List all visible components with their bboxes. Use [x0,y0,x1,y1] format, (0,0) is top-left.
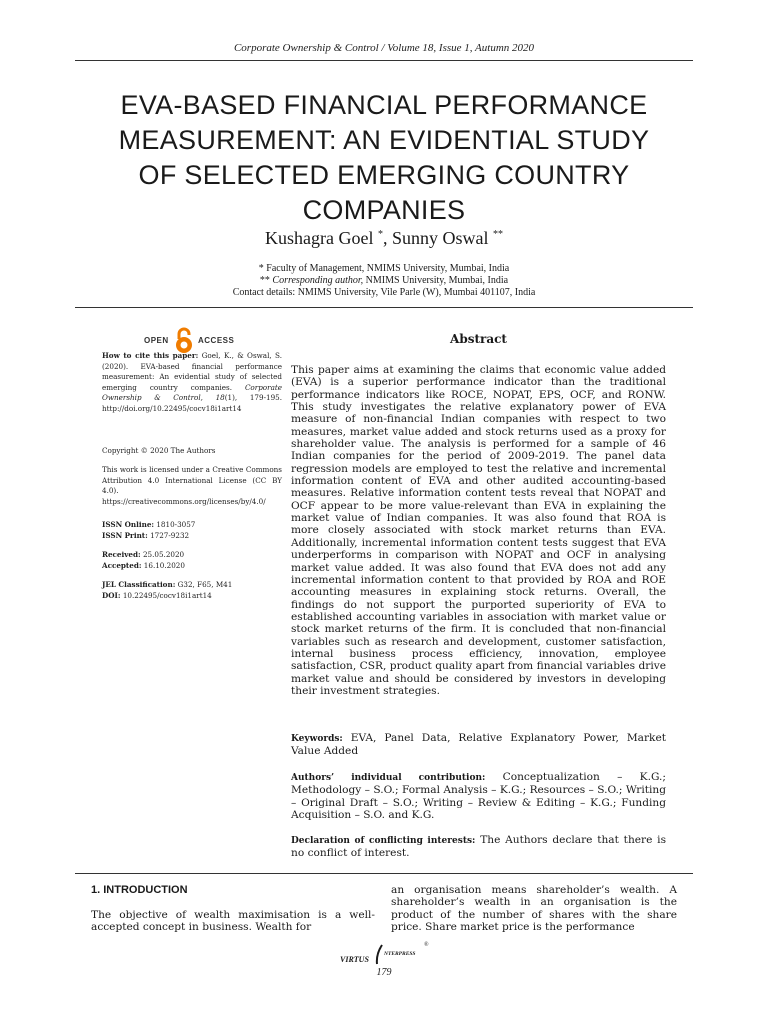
author-name: Kushagra Goel [265,228,374,248]
issn-print-label: ISSN Print: [102,530,148,540]
cite-journal: Corporate Ownership & Control, 18 [102,382,282,402]
open-access-left: OPEN [144,336,169,345]
author-name: Sunny Oswal [391,228,489,248]
introduction-right-column: an organisation means shareholder’s wealth. A shareholder’s wealth in an organisation is the product of the number of shares with the share price. Share market price is the performance [391,884,677,933]
journal-header: Corporate Ownership & Control / Volume 18, Issue 1, Autumn 2020 [233,42,535,54]
affiliation-line [0,275,768,287]
dates-block [102,550,282,571]
abstract-body: This paper aims at examining the claims that economic value added (EVA) is a superior performance indicator than the traditional performance indicators like ROCE, NOPAT, EPS, OCF, and RONW. This study investigates the relative explanatory power of EVA measure of non-financial Indian companies with respect to two measures, market value added and stock returns used as a proxy for shareholder value. The analysis is performed for a sample of 46 Indian companies for the period of 2009-2019. The panel data regression models are employed to test the relative and incremental information content of EVA and other audited accounting-based measures. Relative information content tests reveal that NOPAT and OCF appear to be more value-relevant than EVA in explaining the market value of Indian companies. It was also found that ROA is more closely associated with stock market returns than EVA. Additionally, incremental information content tests suggest that EVA underperforms in comparison with NOPAT and OCF in analysing market value added. It was also found that EVA does not add any incremental information content to that provided by ROA and ROE accounting measures in explaining stock returns. Overall, the findings do not support the purported superiority of EVA to established accounting variables in association with market value or stock market returns of the firm. It is concluded that non-financial variables such as research and development, customer satisfaction, internal business process efficiency, innovation, employee satisfaction, CSR, product quality apart from financial variables drive market value and should be considered by investors in developing their investment strategies. [291,364,666,697]
body-rule [75,873,693,874]
contact-details: Contact details: NMIMS University, Vile Parle (W), Mumbai 401107, India [232,287,536,298]
affiliation-line: * Faculty of Management, NMIMS University, Mumbai, India [258,263,510,274]
introduction-left-column: The objective of wealth maximisation is a well-accepted concept in business. Wealth for [91,909,375,934]
publisher-name-a: VIRTUS [340,955,369,964]
page-number: 179 [376,967,392,978]
author-separator: , [382,228,392,248]
contribution-text: Conceptualization – K.G.; Methodology – S.O.; Formal Analysis – K.G.; Resources – S.O.; Writing – Original Draft – S.O.; Writing – Review & Editing – K.G.; Funding Acquisition – S.O. and K.G. [291,771,666,821]
accepted-date: 16.10.2020 [143,560,185,570]
conflict-of-interest [291,834,666,860]
header-rule [75,60,693,61]
author-mark: ** [492,229,503,240]
title-line: EVA-BASED FINANCIAL PERFORMANCE [120,90,648,120]
received-label: Received: [102,550,141,559]
publisher-mark-icon [374,944,384,966]
title-line: COMPANIES [302,195,466,225]
copyright: Copyright © 2020 The Authors [102,446,216,455]
keywords-text: EVA, Panel Data, Relative Explanatory Power, Market Value Added [291,732,666,758]
issn-block [102,520,282,541]
author-contribution [291,771,666,821]
issn-online-label: ISSN Online: [102,520,155,529]
cite-doi[interactable]: http://doi.org/10.22495/cocv18i1art14 [102,403,242,413]
conflict-text: The Authors declare that there is no conflict of interest. [291,834,667,860]
doi-value[interactable]: 10.22495/cocv18i1art14 [122,590,212,600]
citation-block [102,351,282,414]
conflict-label: Declaration of conflicting interests: [291,836,476,846]
issn-print: 1727-9232 [150,530,190,540]
registered-mark: ® [424,942,429,948]
title-line: OF SELECTED EMERGING COUNTRY [138,160,630,190]
abstract-heading: Abstract [450,332,507,346]
affiliations [0,263,768,299]
introduction-heading: 1. INTRODUCTION [91,884,188,896]
jel-codes: G32, F65, M41 [177,580,233,589]
received-date: 25.05.2020 [142,550,185,559]
corresponding-author-label: Corresponding author, [272,275,364,286]
accepted-label: Accepted: [102,560,142,570]
keywords [291,732,666,758]
title-line: MEASUREMENT: AN EVIDENTIAL STUDY [118,125,650,155]
affiliation-rule [75,307,693,308]
license: This work is licensed under a Creative Commons Attribution 4.0 International License (CC BY 4.0). https://creativecommons.org/licenses/by/4.0/ [102,465,282,506]
issn-online: 1810-3057 [156,520,196,529]
open-access-right: ACCESS [198,336,235,345]
cite-label: How to cite this paper: [102,351,199,360]
jel-label: JEL Classification: [102,580,176,589]
cite-issue: (1), 179-195. [224,393,283,402]
contribution-label: Authors’ individual contribution: [291,773,486,783]
classification-block [102,580,282,601]
publisher-name-b: NTERPRESS [384,951,416,957]
keywords-label: Keywords: [291,734,343,744]
affiliation-prefix: ** [259,275,273,286]
author-mark: * [377,229,383,240]
affiliation-rest: NMIMS University, Mumbai, India [363,275,509,286]
paper-title [75,88,693,228]
cite-text: Goel, K., & Oswal, S. (2020). EVA-based financial performance measurement: An evidential study of selected emerging country companies. [102,351,282,392]
doi-label: DOI: [102,590,121,600]
authors [0,228,768,249]
publisher-logo [340,944,430,968]
